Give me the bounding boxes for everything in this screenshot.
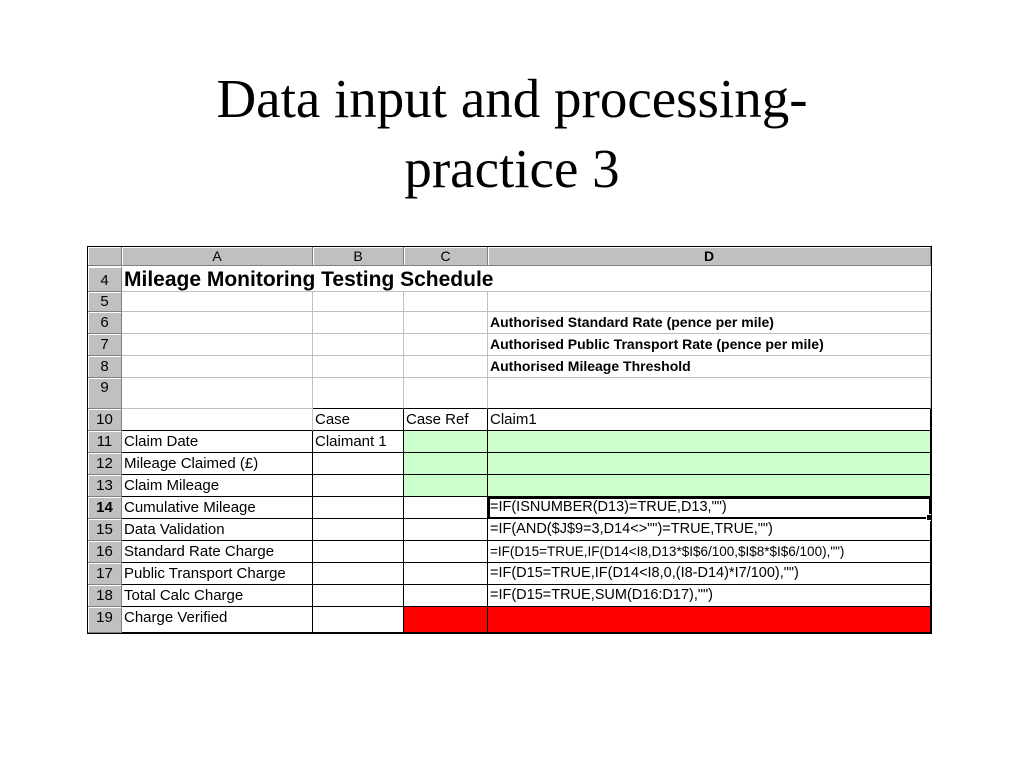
- sheet-row-19: [88, 607, 931, 633]
- cell-a14[interactable]: Cumulative Mileage: [122, 497, 313, 519]
- sheet-row-16: [88, 541, 931, 563]
- row-number[interactable]: 8: [88, 356, 122, 378]
- cell-b9[interactable]: [313, 378, 404, 409]
- sheet-row-12: [88, 453, 931, 475]
- cell-d8[interactable]: Authorised Mileage Threshold: [488, 356, 931, 378]
- sheet-row-18: [88, 585, 931, 607]
- sheet-row-10: [88, 409, 931, 431]
- cell-b10[interactable]: Case: [313, 409, 404, 431]
- row-number[interactable]: 6: [88, 312, 122, 334]
- cell-c13[interactable]: [404, 475, 488, 497]
- cell-c9[interactable]: [404, 378, 488, 409]
- row-number[interactable]: 16: [88, 541, 122, 563]
- row-number[interactable]: 4: [88, 267, 122, 292]
- row-number[interactable]: 19: [88, 607, 122, 633]
- column-header-row: [88, 247, 931, 267]
- cell-b14[interactable]: [313, 497, 404, 519]
- row-number[interactable]: 15: [88, 519, 122, 541]
- sheet-row-4: [88, 267, 931, 292]
- cell-d14-selected[interactable]: [488, 497, 931, 519]
- row-number[interactable]: 18: [88, 585, 122, 607]
- cell-d14-formula: =IF(ISNUMBER(D13)=TRUE,D13,""): [490, 499, 727, 515]
- row-number[interactable]: 9: [88, 378, 122, 409]
- row-number[interactable]: 12: [88, 453, 122, 475]
- cell-a19[interactable]: Charge Verified: [122, 607, 313, 633]
- sheet-title-cell[interactable]: Mileage Monitoring Testing Schedule: [122, 267, 931, 292]
- cell-c6[interactable]: [404, 312, 488, 334]
- cell-b12[interactable]: [313, 453, 404, 475]
- cell-a9[interactable]: [122, 378, 313, 409]
- cell-a16[interactable]: Standard Rate Charge: [122, 541, 313, 563]
- cell-b5[interactable]: [313, 292, 404, 312]
- cell-b11[interactable]: Claimant 1: [313, 431, 404, 453]
- sheet-row-7: [88, 334, 931, 356]
- cell-c17[interactable]: [404, 563, 488, 585]
- cell-d5[interactable]: [488, 292, 931, 312]
- cell-d16[interactable]: =IF(D15=TRUE,IF(D14<I8,D13*$I$6/100,$I$8*$I$6/100),""): [488, 541, 931, 563]
- cell-b15[interactable]: [313, 519, 404, 541]
- cell-c15[interactable]: [404, 519, 488, 541]
- sheet-row-5: [88, 292, 931, 312]
- spreadsheet-grid: [87, 246, 932, 634]
- cell-a15[interactable]: Data Validation: [122, 519, 313, 541]
- cell-b16[interactable]: [313, 541, 404, 563]
- cell-c14[interactable]: [404, 497, 488, 519]
- cell-a6[interactable]: [122, 312, 313, 334]
- sheet-row-6: [88, 312, 931, 334]
- cell-a10[interactable]: [122, 409, 313, 431]
- cell-b13[interactable]: [313, 475, 404, 497]
- select-all-corner[interactable]: [88, 247, 122, 266]
- cell-b18[interactable]: [313, 585, 404, 607]
- row-number[interactable]: 5: [88, 292, 122, 312]
- cell-a7[interactable]: [122, 334, 313, 356]
- cell-a18[interactable]: Total Calc Charge: [122, 585, 313, 607]
- cell-b7[interactable]: [313, 334, 404, 356]
- column-header-b[interactable]: B: [313, 247, 404, 266]
- row-number[interactable]: 13: [88, 475, 122, 497]
- sheet-row-15: [88, 519, 931, 541]
- cell-a11[interactable]: Claim Date: [122, 431, 313, 453]
- cell-d7[interactable]: Authorised Public Transport Rate (pence per mile): [488, 334, 931, 356]
- cell-d9[interactable]: [488, 378, 931, 409]
- cell-d15[interactable]: =IF(AND($J$9=3,D14<>"")=TRUE,TRUE,""): [488, 519, 931, 541]
- cell-c16[interactable]: [404, 541, 488, 563]
- slide-title: [0, 64, 1024, 204]
- cell-c18[interactable]: [404, 585, 488, 607]
- cell-d17[interactable]: =IF(D15=TRUE,IF(D14<I8,0,(I8-D14)*I7/100),""): [488, 563, 931, 585]
- cell-a5[interactable]: [122, 292, 313, 312]
- slide-title-line-2: practice 3: [404, 138, 620, 199]
- cell-d12[interactable]: [488, 453, 931, 475]
- cell-c7[interactable]: [404, 334, 488, 356]
- row-number[interactable]: 14: [88, 497, 122, 519]
- cell-a8[interactable]: [122, 356, 313, 378]
- cell-d19[interactable]: [488, 607, 931, 633]
- sheet-row-8: [88, 356, 931, 378]
- cell-c8[interactable]: [404, 356, 488, 378]
- row-number[interactable]: 17: [88, 563, 122, 585]
- cell-d13[interactable]: [488, 475, 931, 497]
- cell-c10[interactable]: Case Ref: [404, 409, 488, 431]
- sheet-row-14: [88, 497, 931, 519]
- slide-title-line-1: Data input and processing-: [216, 68, 808, 129]
- cell-c11[interactable]: [404, 431, 488, 453]
- cell-b8[interactable]: [313, 356, 404, 378]
- sheet-row-17: [88, 563, 931, 585]
- column-header-c[interactable]: C: [404, 247, 488, 266]
- fill-handle[interactable]: [926, 514, 932, 521]
- cell-c5[interactable]: [404, 292, 488, 312]
- cell-d10[interactable]: Claim1: [488, 409, 931, 431]
- row-number[interactable]: 11: [88, 431, 122, 453]
- cell-c12[interactable]: [404, 453, 488, 475]
- cell-a12[interactable]: Mileage Claimed (£): [122, 453, 313, 475]
- row-number[interactable]: 10: [88, 409, 122, 431]
- cell-d6[interactable]: Authorised Standard Rate (pence per mile): [488, 312, 931, 334]
- cell-c19[interactable]: [404, 607, 488, 633]
- cell-b19[interactable]: [313, 607, 404, 633]
- cell-d11[interactable]: [488, 431, 931, 453]
- cell-d18[interactable]: =IF(D15=TRUE,SUM(D16:D17),""): [488, 585, 931, 607]
- cell-b6[interactable]: [313, 312, 404, 334]
- sheet-row-9: [88, 378, 931, 409]
- cell-a17[interactable]: Public Transport Charge: [122, 563, 313, 585]
- column-header-a[interactable]: A: [122, 247, 313, 266]
- column-header-d[interactable]: D: [488, 247, 931, 266]
- sheet-row-11: [88, 431, 931, 453]
- sheet-row-13: [88, 475, 931, 497]
- cell-b17[interactable]: [313, 563, 404, 585]
- row-number[interactable]: 7: [88, 334, 122, 356]
- cell-a13[interactable]: Claim Mileage: [122, 475, 313, 497]
